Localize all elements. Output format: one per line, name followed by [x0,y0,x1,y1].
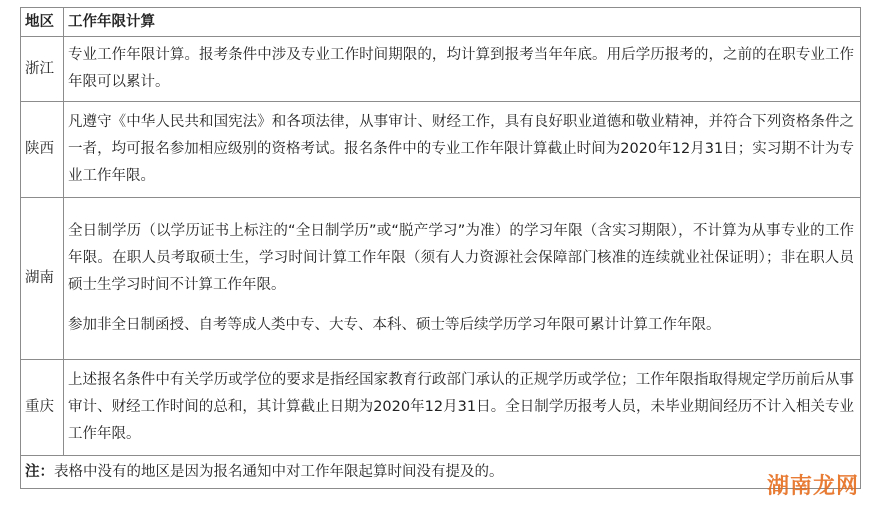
region-cell: 重庆 [21,360,64,456]
rule-cell [64,102,861,198]
work-years-table [20,7,861,489]
rule-paragraph: 凡遵守《中华人民共和国宪法》和各项法律，从事审计、财经工作，具有良好职业道德和敬业精神，并符合下列资格条件之一者，均可报名参加相应级别的资格考试。报名条件中的专业工作年限计算截止时间为2020年12月31日；实习期不计为专业工作年限。 [68,114,854,184]
rule-cell [64,360,861,456]
site-watermark: 湖南龙网 [766,474,859,499]
region-cell: 湖南 [21,198,64,360]
rule-cell [64,37,861,102]
document-page [20,7,860,504]
rule-paragraph: 专业工作年限计算。报考条件中涉及专业工作时间期限的，均计算到报考当年年底。用后学历报考的，之前的在职专业工作年限可以累计。 [68,47,854,90]
table-row-hunan [21,198,861,360]
rule-paragraph: 上述报名条件中有关学历或学位的要求是指经国家教育行政部门承认的正规学历或学位；工作年限指取得规定学历前后从事审计、财经工作时间的总和，其计算截止日期为2020年12月31日。全日制学历报考人员，未毕业期间经历不计入相关专业工作年限。 [68,372,854,442]
region-cell: 浙江 [21,37,64,102]
table-row-shaanxi [21,102,861,198]
table-row-chongqing [21,360,861,456]
note-cell [21,456,861,489]
note-label: 注： [25,464,54,480]
note-text: 表格中没有的地区是因为报名通知中对工作年限起算时间没有提及的。 [54,464,504,480]
header-region: 地区 [21,8,64,37]
table-note-row [21,456,861,489]
rule-cell [64,198,861,360]
header-rule: 工作年限计算 [64,8,861,37]
rule-paragraph: 参加非全日制函授、自考等成人类中专、大专、本科、硕士等后续学历学习年限可累计计算工作年限。 [68,317,721,333]
table-row-zhejiang [21,37,861,102]
rule-paragraph: 全日制学历（以学历证书上标注的“全日制学历”或“脱产学习”为准）的学习年限（含实习期限），不计算为从事专业的工作年限。在职人员考取硕士生，学习时间计算工作年限（须有人力资源社会保障部门核准的连续就业社保证明）；非在职人员硕士生学习时间不计算工作年限。 [68,223,854,293]
region-cell: 陕西 [21,102,64,198]
table-header-row [21,8,861,37]
